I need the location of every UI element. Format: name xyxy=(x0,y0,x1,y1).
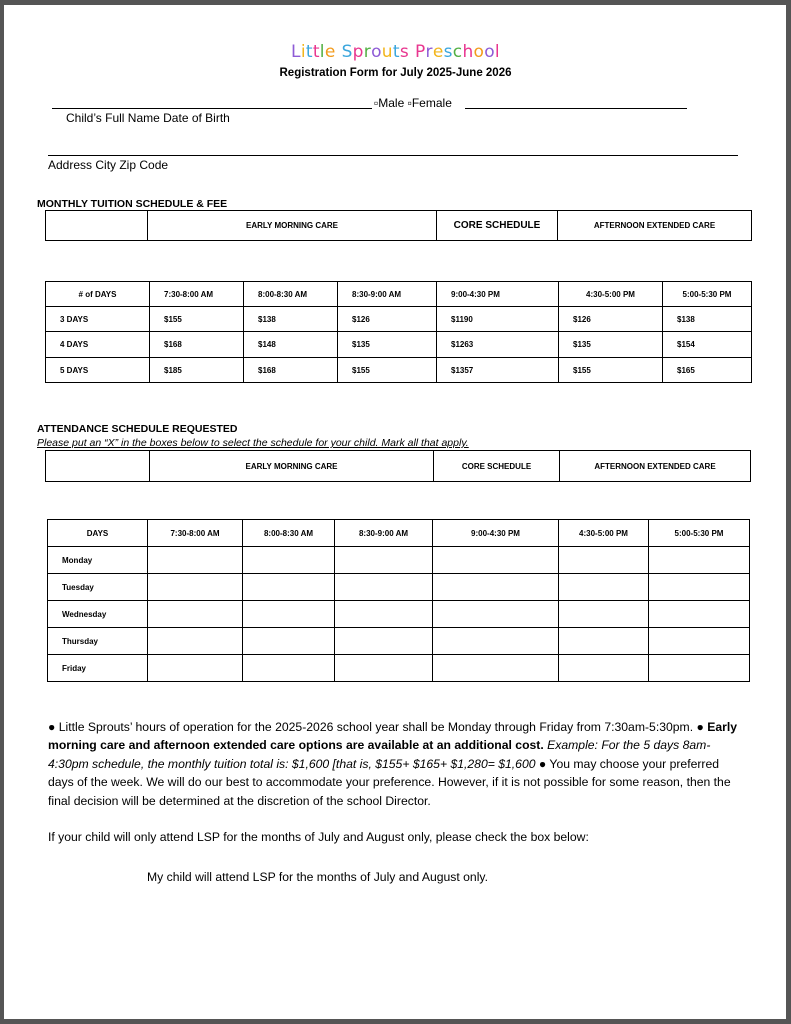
schedule-checkbox-cell[interactable] xyxy=(148,547,243,574)
price-cell: $155 xyxy=(559,358,663,383)
schedule-checkbox-cell[interactable] xyxy=(243,601,335,628)
preference-text: ● You may choose your preferred days of the week. We will do our best to accommodate your preference. However, if it is not possible for some reason, then the final decision will be determined at the discretion of the school Director. xyxy=(48,756,731,808)
day-label: Wednesday xyxy=(48,601,148,628)
schedule-checkbox-cell[interactable] xyxy=(433,547,559,574)
column-header: 9:00-4:30 PM xyxy=(433,520,559,547)
schedule-checkbox-cell[interactable] xyxy=(559,547,649,574)
tuition-group-header xyxy=(45,210,752,241)
column-header: 9:00-4:30 PM xyxy=(437,282,559,307)
schedule-checkbox-cell[interactable] xyxy=(649,601,750,628)
schedule-checkbox-cell[interactable] xyxy=(649,574,750,601)
school-name-letter: e xyxy=(324,42,336,62)
group-early-morning: EARLY MORNING CARE xyxy=(150,451,434,482)
day-label: Friday xyxy=(48,655,148,682)
school-name xyxy=(4,42,787,62)
school-name-letter: t xyxy=(392,42,400,62)
school-name-letter: o xyxy=(473,42,485,62)
school-name-letter: r xyxy=(425,42,433,62)
summer-checkbox[interactable] xyxy=(124,872,136,884)
address-label: Address City Zip Code xyxy=(48,158,169,172)
tuition-heading: MONTHLY TUITION SCHEDULE & FEE xyxy=(37,198,228,210)
summer-prompt: If your child will only attend LSP for the months of July and August only, please check the box below: xyxy=(48,830,589,844)
schedule-checkbox-cell[interactable] xyxy=(335,574,433,601)
price-cell: $155 xyxy=(150,307,244,332)
schedule-checkbox-cell[interactable] xyxy=(559,628,649,655)
table-row xyxy=(48,655,750,682)
column-header: # of DAYS xyxy=(46,282,150,307)
column-header: 4:30-5:00 PM xyxy=(559,282,663,307)
column-header: 5:00-5:30 PM xyxy=(663,282,752,307)
school-name-letter: l xyxy=(494,42,500,62)
date-of-birth-field[interactable] xyxy=(465,94,687,109)
column-header: 8:30-9:00 AM xyxy=(338,282,437,307)
schedule-checkbox-cell[interactable] xyxy=(335,628,433,655)
table-row xyxy=(48,520,750,547)
price-cell: $148 xyxy=(244,332,338,358)
column-header: 8:30-9:00 AM xyxy=(335,520,433,547)
schedule-checkbox-cell[interactable] xyxy=(649,655,750,682)
price-cell: $1263 xyxy=(437,332,559,358)
school-name-letter: p xyxy=(352,42,364,62)
school-name-letter: o xyxy=(371,42,382,62)
price-cell: $154 xyxy=(663,332,752,358)
child-name-field[interactable] xyxy=(52,94,372,109)
table-row xyxy=(48,574,750,601)
school-name-letter: s xyxy=(399,42,409,62)
column-header: 8:00-8:30 AM xyxy=(244,282,338,307)
attendance-table xyxy=(47,519,750,682)
group-early-morning: EARLY MORNING CARE xyxy=(148,211,437,241)
days-label: 3 DAYS xyxy=(46,307,150,332)
schedule-checkbox-cell[interactable] xyxy=(243,574,335,601)
schedule-checkbox-cell[interactable] xyxy=(148,574,243,601)
schedule-checkbox-cell[interactable] xyxy=(433,655,559,682)
column-header: 4:30-5:00 PM xyxy=(559,520,649,547)
schedule-checkbox-cell[interactable] xyxy=(559,574,649,601)
school-name-letter: i xyxy=(300,42,306,62)
price-cell: $1357 xyxy=(437,358,559,383)
price-cell: $126 xyxy=(338,307,437,332)
price-cell: $135 xyxy=(559,332,663,358)
additional-cost-text: Early morning care and afternoon extended care options are available at an additional cost. xyxy=(48,720,738,753)
name-dob-label: Child’s Full Name Date of Birth xyxy=(66,111,230,125)
column-header: DAYS xyxy=(48,520,148,547)
school-name-letter: t xyxy=(312,42,320,62)
table-row xyxy=(46,307,752,332)
attendance-heading: ATTENDANCE SCHEDULE REQUESTED xyxy=(37,423,238,435)
schedule-checkbox-cell[interactable] xyxy=(649,547,750,574)
schedule-checkbox-cell[interactable] xyxy=(433,574,559,601)
schedule-checkbox-cell[interactable] xyxy=(243,628,335,655)
schedule-checkbox-cell[interactable] xyxy=(335,655,433,682)
school-name-letter: s xyxy=(443,42,453,62)
group-core: CORE SCHEDULE xyxy=(434,451,560,482)
group-core: CORE SCHEDULE xyxy=(437,211,558,241)
price-cell: $155 xyxy=(338,358,437,383)
column-header: 7:30-8:00 AM xyxy=(148,520,243,547)
address-field[interactable] xyxy=(48,141,738,156)
hours-text: ● Little Sprouts’ hours of operation for the 2025-2026 school year shall be Monday through Friday from 7:30am-5:30pm. ● xyxy=(48,720,704,734)
gender-options[interactable]: ▫Male ▫Female xyxy=(374,96,452,110)
attendance-instruction: Please put an “X” in the boxes below to select the schedule for your child. Mark all that apply. xyxy=(37,437,469,449)
column-header: 7:30-8:00 AM xyxy=(150,282,244,307)
example-text: Example: For the 5 days 8am-4:30pm schedule, the monthly tuition total is: $1,600 [that is, $155+ $165+ $1,280= $1,600 xyxy=(48,738,711,771)
table-row xyxy=(48,547,750,574)
price-cell: $168 xyxy=(244,358,338,383)
tuition-table xyxy=(45,281,752,383)
price-cell: $168 xyxy=(150,332,244,358)
price-cell: $185 xyxy=(150,358,244,383)
school-name-letter: t xyxy=(305,42,313,62)
price-cell: $1190 xyxy=(437,307,559,332)
schedule-checkbox-cell[interactable] xyxy=(148,601,243,628)
schedule-checkbox-cell[interactable] xyxy=(559,655,649,682)
school-name-letter: r xyxy=(363,42,372,62)
summer-option-label: My child will attend LSP for the months of July and August only. xyxy=(147,870,488,884)
table-row xyxy=(46,332,752,358)
schedule-checkbox-cell[interactable] xyxy=(433,628,559,655)
group-afternoon: AFTERNOON EXTENDED CARE xyxy=(560,451,751,482)
table-row xyxy=(48,601,750,628)
school-name-letter: l xyxy=(319,42,325,62)
day-label: Monday xyxy=(48,547,148,574)
school-name-letter: P xyxy=(414,42,426,62)
school-name-letter: c xyxy=(452,42,463,62)
schedule-checkbox-cell[interactable] xyxy=(335,601,433,628)
day-label: Tuesday xyxy=(48,574,148,601)
school-name-letter: u xyxy=(381,42,393,62)
school-name-letter: h xyxy=(462,42,474,62)
group-afternoon: AFTERNOON EXTENDED CARE xyxy=(558,211,752,241)
schedule-checkbox-cell[interactable] xyxy=(649,628,750,655)
schedule-checkbox-cell[interactable] xyxy=(243,547,335,574)
info-paragraph xyxy=(48,718,748,810)
days-label: 4 DAYS xyxy=(46,332,150,358)
attendance-group-header xyxy=(45,450,751,482)
table-row xyxy=(46,282,752,307)
schedule-checkbox-cell[interactable] xyxy=(433,601,559,628)
school-name-letter: L xyxy=(291,42,301,62)
days-label: 5 DAYS xyxy=(46,358,150,383)
schedule-checkbox-cell[interactable] xyxy=(243,655,335,682)
form-subtitle: Registration Form for July 2025-June 2026 xyxy=(279,67,512,79)
schedule-checkbox-cell[interactable] xyxy=(335,547,433,574)
school-name-letter: S xyxy=(341,42,353,62)
column-header: 8:00-8:30 AM xyxy=(243,520,335,547)
table-row xyxy=(48,628,750,655)
table-row xyxy=(46,358,752,383)
day-label: Thursday xyxy=(48,628,148,655)
price-cell: $135 xyxy=(338,332,437,358)
price-cell: $165 xyxy=(663,358,752,383)
price-cell: $138 xyxy=(663,307,752,332)
schedule-checkbox-cell[interactable] xyxy=(148,655,243,682)
blank-cell xyxy=(46,211,148,241)
price-cell: $138 xyxy=(244,307,338,332)
school-name-letter: e xyxy=(432,42,444,62)
column-header: 5:00-5:30 PM xyxy=(649,520,750,547)
school-name-letter: o xyxy=(484,42,495,62)
schedule-checkbox-cell[interactable] xyxy=(148,628,243,655)
price-cell: $126 xyxy=(559,307,663,332)
blank-cell xyxy=(46,451,150,482)
schedule-checkbox-cell[interactable] xyxy=(559,601,649,628)
